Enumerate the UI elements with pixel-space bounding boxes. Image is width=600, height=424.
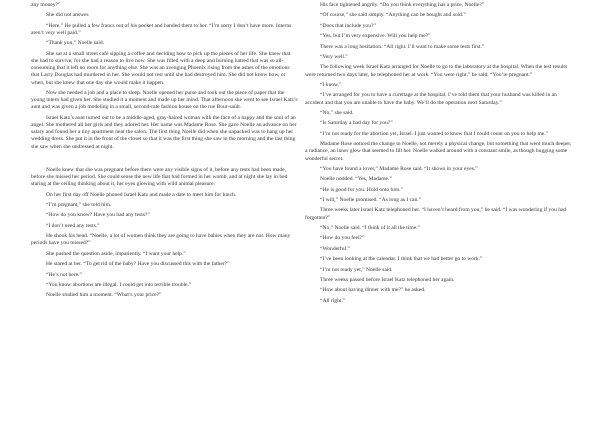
paragraph: “How about having dinner with me?” he asked.	[320, 287, 426, 294]
paragraph: “I’ve arranged for you to have a curettage at the hospital. I’ve told them that your husband was killed in an accident and that you are unable to have the baby. We’ll do the operation next Saturday.”	[305, 92, 557, 106]
paragraph: She did not answer.	[46, 12, 90, 19]
paragraph: She sat at a small street café sipping a coffee and deciding how to pick up the pieces of her life. She knew that she had to survive, for she had a reason to live now. She was filled with a deep and burning hatred that was so all-consuming that it left no room for anything else. She was an avenging Phoenix rising from the ashes of the emotions that Larry Douglas had murdered in her. She would not rest until she had destroyed him. She did not know how, or when, but she knew that one day she would make it happen.	[31, 50, 291, 86]
paragraph: “How do you feel?”	[320, 235, 365, 242]
paragraph: “He is good for you. Hold onto him.”	[320, 186, 404, 193]
paragraph: “Here.” He pulled a few francs out of his pocket and handed them to her. “I’m sorry I don’t have more. Interns aren’t very well paid.”	[31, 22, 292, 36]
paragraph: She pushed the question aside, impatiently. “I want your help.”	[46, 250, 186, 257]
paragraph: Israel Katz’s aunt turned out to be a middle-aged, gray-haired woman with the face of a happy and the soul of an angel. She mothered all her girls and they adored her. Her name was Madame Rose. She gave Noelle an advance on her salary and found her a tiny apartment near the salon. The first thing Noelle did when she unpacked was to hang up her wedding dress. She put it in the front of the closet so that it was the first thing she saw in the morning and the last thing she saw when she undressed at night.	[31, 114, 297, 150]
paragraph: “I’m not ready yet,” Noelle said.	[320, 266, 393, 273]
paragraph: any money?”	[31, 2, 61, 8]
paragraph: “Yes, but I’m very expensive. Will you help me?”	[320, 33, 431, 40]
paragraph: He shook his head. “Noelle, a lot of women think they are going to have babies when they are not. How many periods have you missed?”	[31, 233, 291, 247]
paragraph: On her first day off Noelle phoned Israel Katz and made a date to meet him for lunch.	[46, 191, 237, 198]
paragraph: “I’m pregnant,” she told him.	[46, 201, 112, 208]
paragraph: Three weeks later Israel Katz telephoned her. “I haven’t heard from you,” he said. “I was wondering if you had forgotten?”	[305, 207, 567, 221]
paragraph: “I don’t need any tests.”	[46, 222, 100, 229]
paragraph: “Thank you,” Noelle said.	[46, 40, 105, 47]
paragraph: “No,” Noelle said. “I think of it all the time.”	[320, 225, 421, 232]
paragraph: “He’s not here.”	[46, 271, 82, 278]
paragraph: “I will,” Noelle promised. “As long as I can.”	[320, 197, 422, 204]
paragraph: Noelle studied him a moment. “What’s your price?”	[46, 292, 162, 299]
paragraph: “All right.”	[320, 297, 346, 304]
paragraph: “Is Saturday a bad day for you?”	[320, 120, 393, 127]
paragraph: The following week Israel Katz arranged for Noelle to go to the laboratory at the hospital. When the test results were returned two days later, he telephoned her at work. “You were right,” he said. “You’re pregnant.”	[305, 64, 568, 78]
paragraph: “I’ve been looking at the calendar. I think that we had better go to work.”	[320, 256, 483, 263]
paragraph: Three weeks passed before Israel Katz telephoned her again.	[320, 277, 455, 283]
paragraph: His face tightened angrily. “Do you think everything has a price, Noelle?”	[320, 2, 485, 8]
paragraph: Madame Rose noticed the change in Noelle, not merely a physical change, but something that went much deeper, a radiance, an inner glow that seemed to fill her. Noelle walked around with a constant smile, as though hugging some wonderful secret.	[305, 141, 572, 162]
paragraph: “Of course,” she said simply. “Anything can be bought and sold.”	[320, 12, 466, 19]
paragraph: “No,” she said.	[320, 109, 354, 116]
paragraph: “Does that include you?”	[320, 22, 376, 29]
paragraph: “Very well.”	[320, 53, 348, 60]
paragraph: “Wonderful.”	[320, 245, 350, 252]
paragraph: Now she needed a job and a place to sleep. Noelle opened her purse and took out the piece of paper that the young intern had given her. She studied it a moment and made up her mind. That afternoon she went to see Israel Katz’s aunt and was given a job modeling in a small, second-rate fashion house on the rue Bour-saült.	[31, 89, 298, 111]
paragraph: “I know.”	[320, 81, 342, 88]
paragraph: There was a long hesitation. “All right. I’ll want to make some tests first.”	[320, 43, 485, 50]
paragraph: “You have found a lover,” Madame Rose said. “It shows in your eyes.”	[320, 165, 478, 172]
left-column	[31, 2, 299, 303]
paragraph: “You know abortions are illegal. I could get into terrible trouble.”	[46, 281, 192, 288]
paragraph: “How do you know? Have you had any tests?”	[46, 212, 150, 219]
paragraph: He stared at her. “To get rid of the baby? Have you discussed this with the father?”	[46, 261, 230, 268]
paragraph: Noelle knew that she was pregnant before there were any visible signs of it, before any tests had been made, before she missed her period. She could sense the new life that had formed in her womb, and at night she lay in bed staring at the ceiling thinking about it, her eyes glowing with wild animal pleasure.	[31, 166, 288, 188]
paragraph: “I’m not ready for the abortion yet, Israel. I just wanted to know that I could count on you to help me.”	[320, 130, 549, 137]
right-column	[305, 2, 573, 308]
paragraph: Noelle nodded. “Yes, Madame.”	[320, 176, 392, 183]
